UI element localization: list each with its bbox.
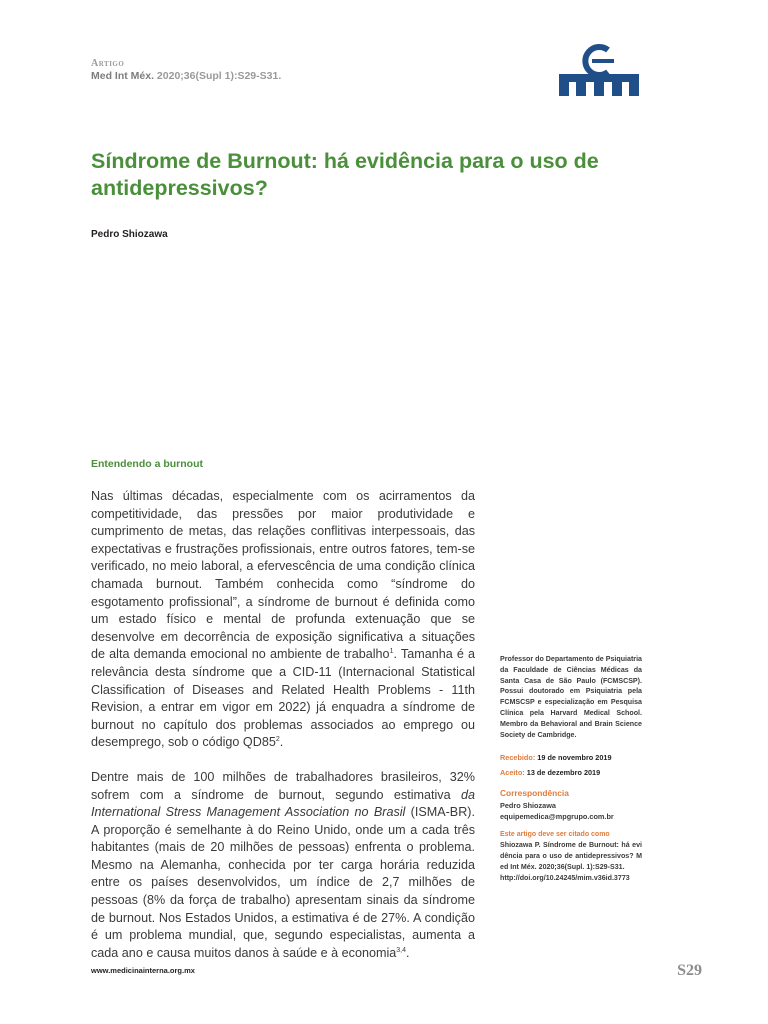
section-heading: Entendendo a burnout: [91, 458, 203, 470]
author-name: Pedro Shiozawa: [91, 229, 168, 240]
footer-website-link[interactable]: www.medicinainterna.org.mx: [91, 966, 195, 975]
journal-volume: 2020;36(Supl 1):S29-S31.: [154, 70, 282, 82]
body-text-column: [91, 488, 475, 979]
body-paragraph-1: Nas últimas décadas, especialmente com os acirramentos da competitividade, das pressões por maior produtividade e cumprimento de metas, das relações conflitivas interpessoais, das expectativas e frustrações profissionais, entre outros fatores, tem-se verificado, no meio laboral, a efervescência de uma condição clínica chamada burnout. Também conhecida como “síndrome do esgotamento profissional”, a síndrome de burnout é definida como um estado físico e mental de profunda extenuação que se desenvolve em decorrência de exposição significativa a situações de alta demanda emocional no ambiente de trabalho$^1$. Tamanha é a relevância desta síndrome que a CID-11 (Internacional Statistical Classification of Diseases and Related Health Problems - 11th Revision, a entrar em vigor em 2022) já enquadra a síndrome de burnout no capítulo dos problemas associados ao emprego ou desemprego, sob o código $QD85^2$.: [91, 489, 475, 750]
doi-link[interactable]: http://doi.org/10.24245/mim.v36id.3773: [500, 874, 630, 883]
cite-text: Shiozawa P. Síndrome de Burnout: há evidência para o uso de antidepressivos? Med Int Méx. 2020;36(Supl. 1):S29-S31.: [500, 841, 642, 872]
article-sidebar: [500, 654, 642, 884]
cite-heading: Este artigo deve ser citado como: [500, 831, 610, 839]
journal-logo-icon: [556, 42, 642, 98]
page-number: S29: [677, 962, 702, 979]
article-dates: [500, 750, 642, 780]
correspondence-email[interactable]: equipemedica@mpgrupo.com.br: [500, 812, 614, 822]
journal-citation: [91, 70, 281, 82]
received-date: Recebido: 19 de novembro 2019: [500, 753, 612, 763]
body-paragraph-2: Dentre mais de 100 milhões de trabalhadores brasileiros, 32% sofrem com a síndrome de burnout, segundo estimativa da International Stress Management Association no Brasil (ISMA-BR). A proporção é semelhante à do Reino Unido, onde um a cada três habitantes (mais de 20 milhões de pessoas) enfrenta o problema. Mesmo na Alemanha, conhecida por ter carga horária reduzida entre os países desenvolvidos, um índice de 2,7 milhões de pessoas (8% da força de trabalho) apresentam sinais da síndrome de burnout. Nos Estados Unidos, a estimativa é de 27%. A condição é um problema mundial, que, segundo especialistas, aumenta a cada ano e causa muitos danos à saúde e à economia$^{3,4}$.: [91, 769, 475, 960]
article-type-label: Artigo: [91, 58, 125, 69]
correspondence-heading: Correspondência: [500, 788, 569, 799]
correspondence-name: Pedro Shiozawa: [500, 801, 556, 811]
author-affiliation: Professor do Departamento de Psiquiatria da Faculdade de Ciências Médicas da Santa Casa de São Paulo (FCMSCSP). Possui doutorado em Psiquiatria pela FCMSCSP e especialização em Pesquisa Clínica pela Harvard Medical School. Membro da Behavioral and Brain Science Society de Cambridge.: [500, 655, 642, 739]
article-title: Síndrome de Burnout: há evidência para o uso de antidepressivos?: [91, 149, 599, 200]
journal-name: Med Int Méx.: [91, 70, 155, 82]
accepted-date: Aceito: 13 de dezembro 2019: [500, 768, 601, 778]
